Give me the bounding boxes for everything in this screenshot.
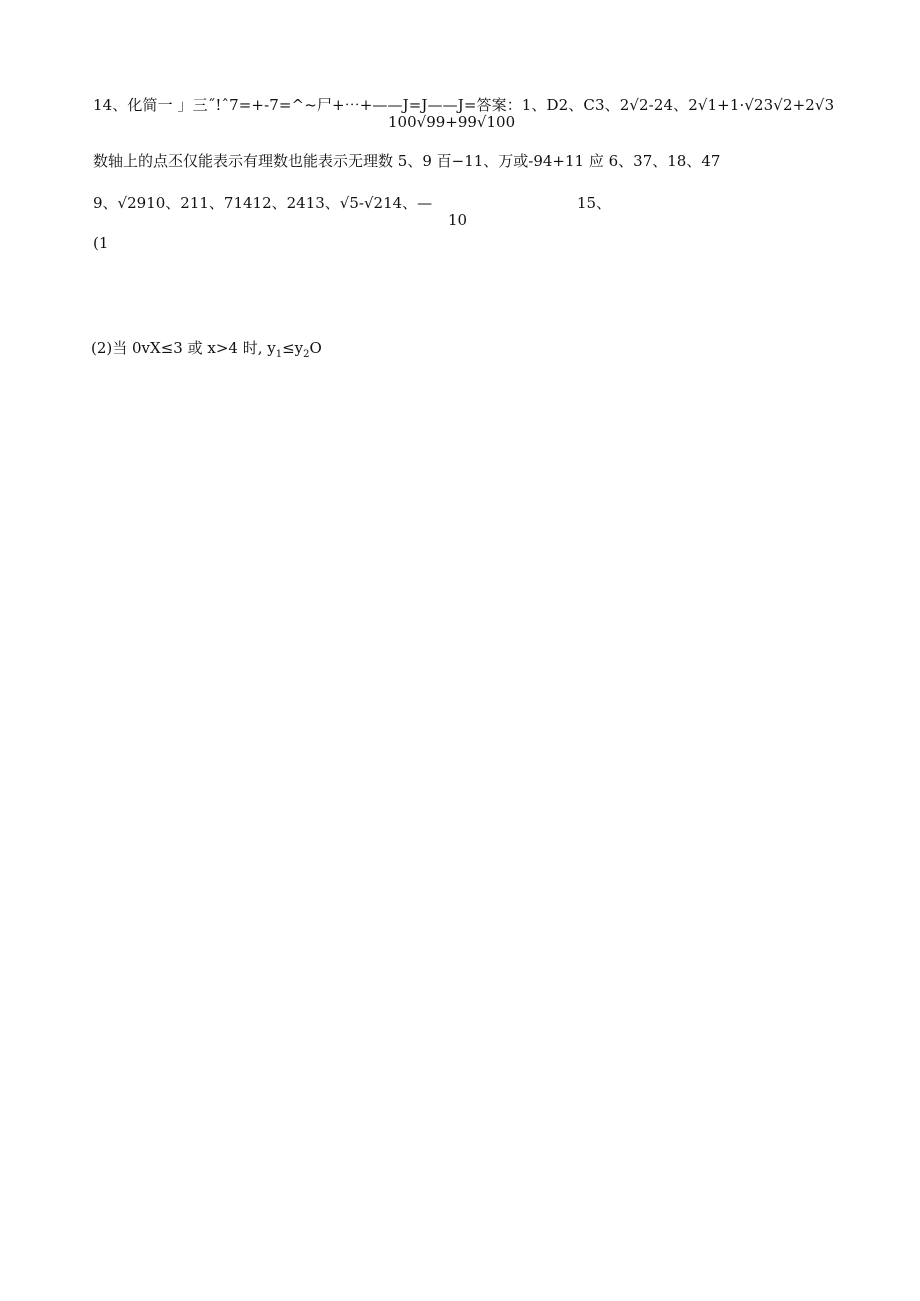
y1-subscript: 1 — [275, 349, 283, 360]
answer-line-9: 9、√2910、211、71412、2413、√5-√214、— — [93, 194, 433, 212]
answer-line-number-axis: 数轴上的点丕仅能表示有理数也能表示无理数 5、9 百−11、万或-94+11 应 6、37、18、47 — [93, 152, 721, 170]
answer-line-part-1: (1 — [93, 234, 109, 252]
answer-line-14: 14、化简一 」三˝!ˆ7=+-7=^~尸+⋯+——J=J——J=答案：1、D2、C3、2√2-24、2√1+1·√23√2+2√3 — [93, 96, 835, 114]
answer-line-9-denominator: 10 — [448, 211, 468, 229]
y2-subscript: 2 — [303, 349, 310, 360]
part-2-text-middle: ≤y — [282, 339, 304, 357]
answer-line-14-denominator: 100√99+99√100 — [388, 113, 516, 131]
part-2-text-end: O — [309, 339, 322, 357]
answer-line-15-label: 15、 — [577, 194, 612, 212]
part-2-text-start: (2)当 0vX≤3 或 x>4 时, y — [91, 339, 276, 357]
answer-line-part-2 — [91, 339, 322, 360]
